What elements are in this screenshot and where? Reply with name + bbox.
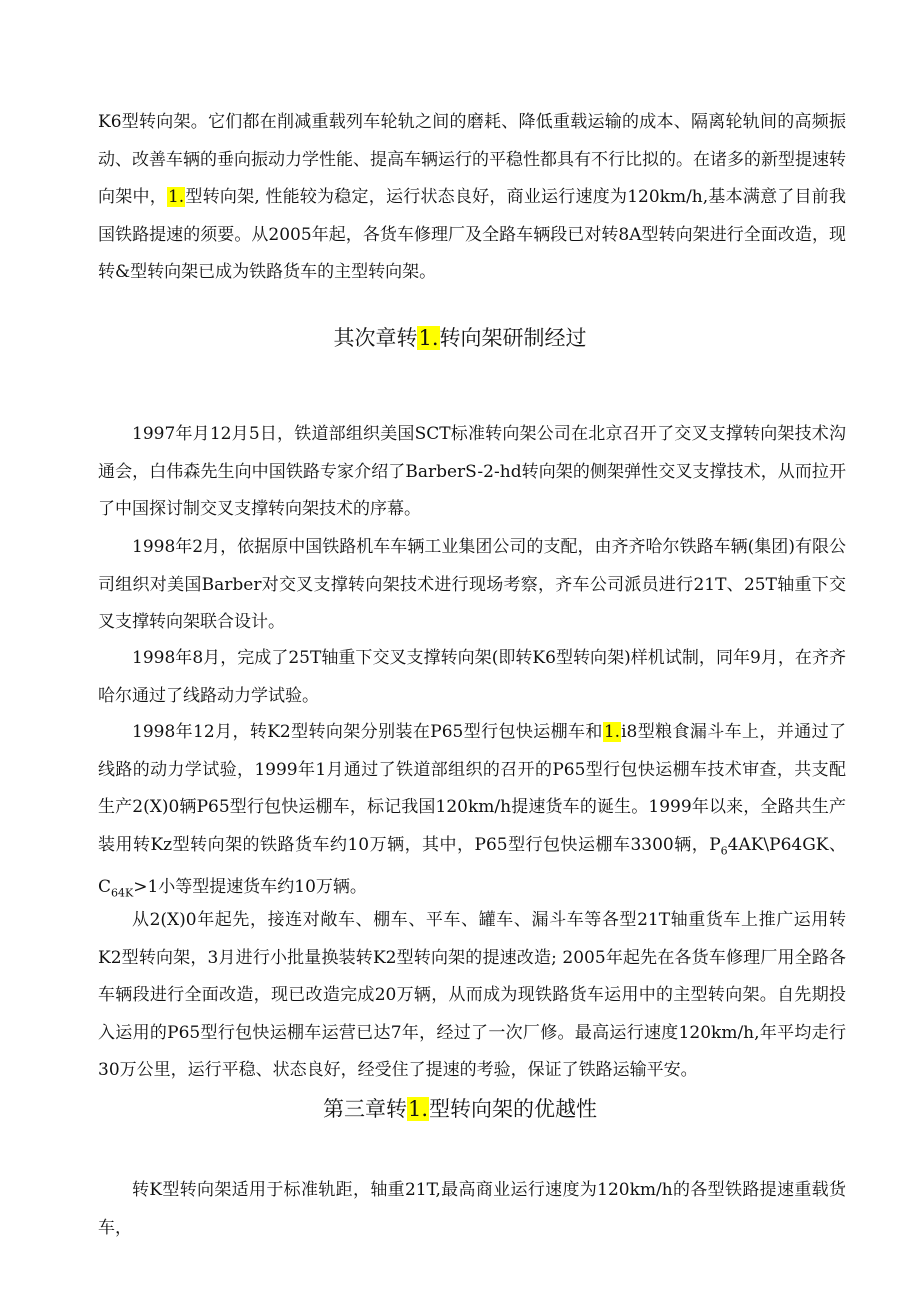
paragraph-1998-aug: 1998年8月，完成了25T轴重下交叉支撑转向架(即转K6型转向架)样机试制，同年9月，在齐齐哈尔通过了线路动力学试验。 <box>98 648 846 706</box>
highlight-mark: 1. <box>603 722 621 742</box>
chapter-2-heading <box>0 323 920 353</box>
intro-text-a: K6型转向架。它们都在削减重载列车轮轨之间的磨耗、降低重载运输的成本、隔离轮轨间的高频振动、改善车辆的垂向振动力学性能、提高车辆运行的平稳性都具有不行比拟的。在诸多的新型提速转向架中， <box>98 112 846 207</box>
paragraph-advantages: 转K型转向架适用于标准轨距，轴重21T,最高商业运行速度为120km/h的各型铁路提速重载货车， <box>98 1180 846 1238</box>
paragraph-1998-feb: 1998年2月，依据原中国铁路机车车辆工业集团公司的支配，由齐齐哈尔铁路车辆(集团)有限公司组织对美国Barber对交叉支撑转向架技术进行现场考察，齐车公司派员进行21T、25T轴重下交叉支撑转向架联合设计。 <box>98 537 846 632</box>
highlight-mark: 1. <box>418 326 439 350</box>
chapter-3-heading-a: 第三章转 <box>322 1097 407 1121</box>
paragraph-1998-dec <box>98 714 846 912</box>
intro-paragraph <box>98 104 846 292</box>
chapter-2-heading-a: 其次章转 <box>333 326 418 350</box>
highlight-mark: 1. <box>407 1097 429 1121</box>
p4-subscript-1: 6 <box>720 843 728 857</box>
p4-subscript-2: 64K <box>111 886 134 900</box>
highlight-mark: 1. <box>167 187 185 207</box>
paragraph-1997: 1997年月12月5日，铁道部组织美国SCT标准转向架公司在北京召开了交叉支撑转向架技术沟通会，白伟森先生向中国铁路专家介绍了BarberS-2-hd转向架的侧架弹性交叉支撑技术，从而拉开了中国探讨制交叉支撑转向架技术的序幕。 <box>98 424 846 519</box>
p4-text-d: >1小等型提速货车约10万辆。 <box>133 877 367 898</box>
chapter-3-heading <box>0 1094 920 1124</box>
chapter-2-heading-b: 转向架研制经过 <box>439 326 587 350</box>
p4-text-a: 1998年12月，转K2型转向架分别装在P65型行包快运棚车和 <box>132 722 603 742</box>
chapter-3-heading-b: 型转向架的优越性 <box>429 1097 598 1121</box>
paragraph-promotion: 从2(X)0年起先，接连对敞车、棚车、平车、罐车、漏斗车等各型21T轴重货车上推广运用转K2型转向架，3月进行小批量换装转K2型转向架的提速改造; 2005年起先在各货车修理厂用全路各车辆段进行全面改造，现已改造完成20万辆，从而成为现铁路货车运用中的主型转向架。自先期投入运用的P65型行包快运棚车运营已达7年，经过了一次厂修。最高运行速度120km/h,年平均走行30万公里，运行平稳、状态良好，经受住了提速的考验，保证了铁路运输平安。 <box>98 910 846 1080</box>
p4-text-b: i8型粮食漏斗车上，并通过了线路的动力学试验，1999年1月通过了铁道部组织的召开的P65型行包快运棚车技术审查，共支配生产2(X)0辆P65型行包快运棚车，标记我国120km/h提速货车的诞生。1999年以来，全路共生产装用转Kz型转向架的铁路货车约10万辆，其中，P65型行包快运棚车3300辆，P <box>98 722 846 855</box>
intro-text-b: 型转向架, 性能较为稳定，运行状态良好，商业运行速度为120km/h,基本满意了目前我国铁路提速的须要。从2005年起，各货车修理厂及全路车辆段已对转8A型转向架进行全面改造，现转&型转向架已成为铁路货车的主型转向架。 <box>98 187 847 282</box>
p4-text-c: 4AK\P64GK、C <box>98 834 846 898</box>
